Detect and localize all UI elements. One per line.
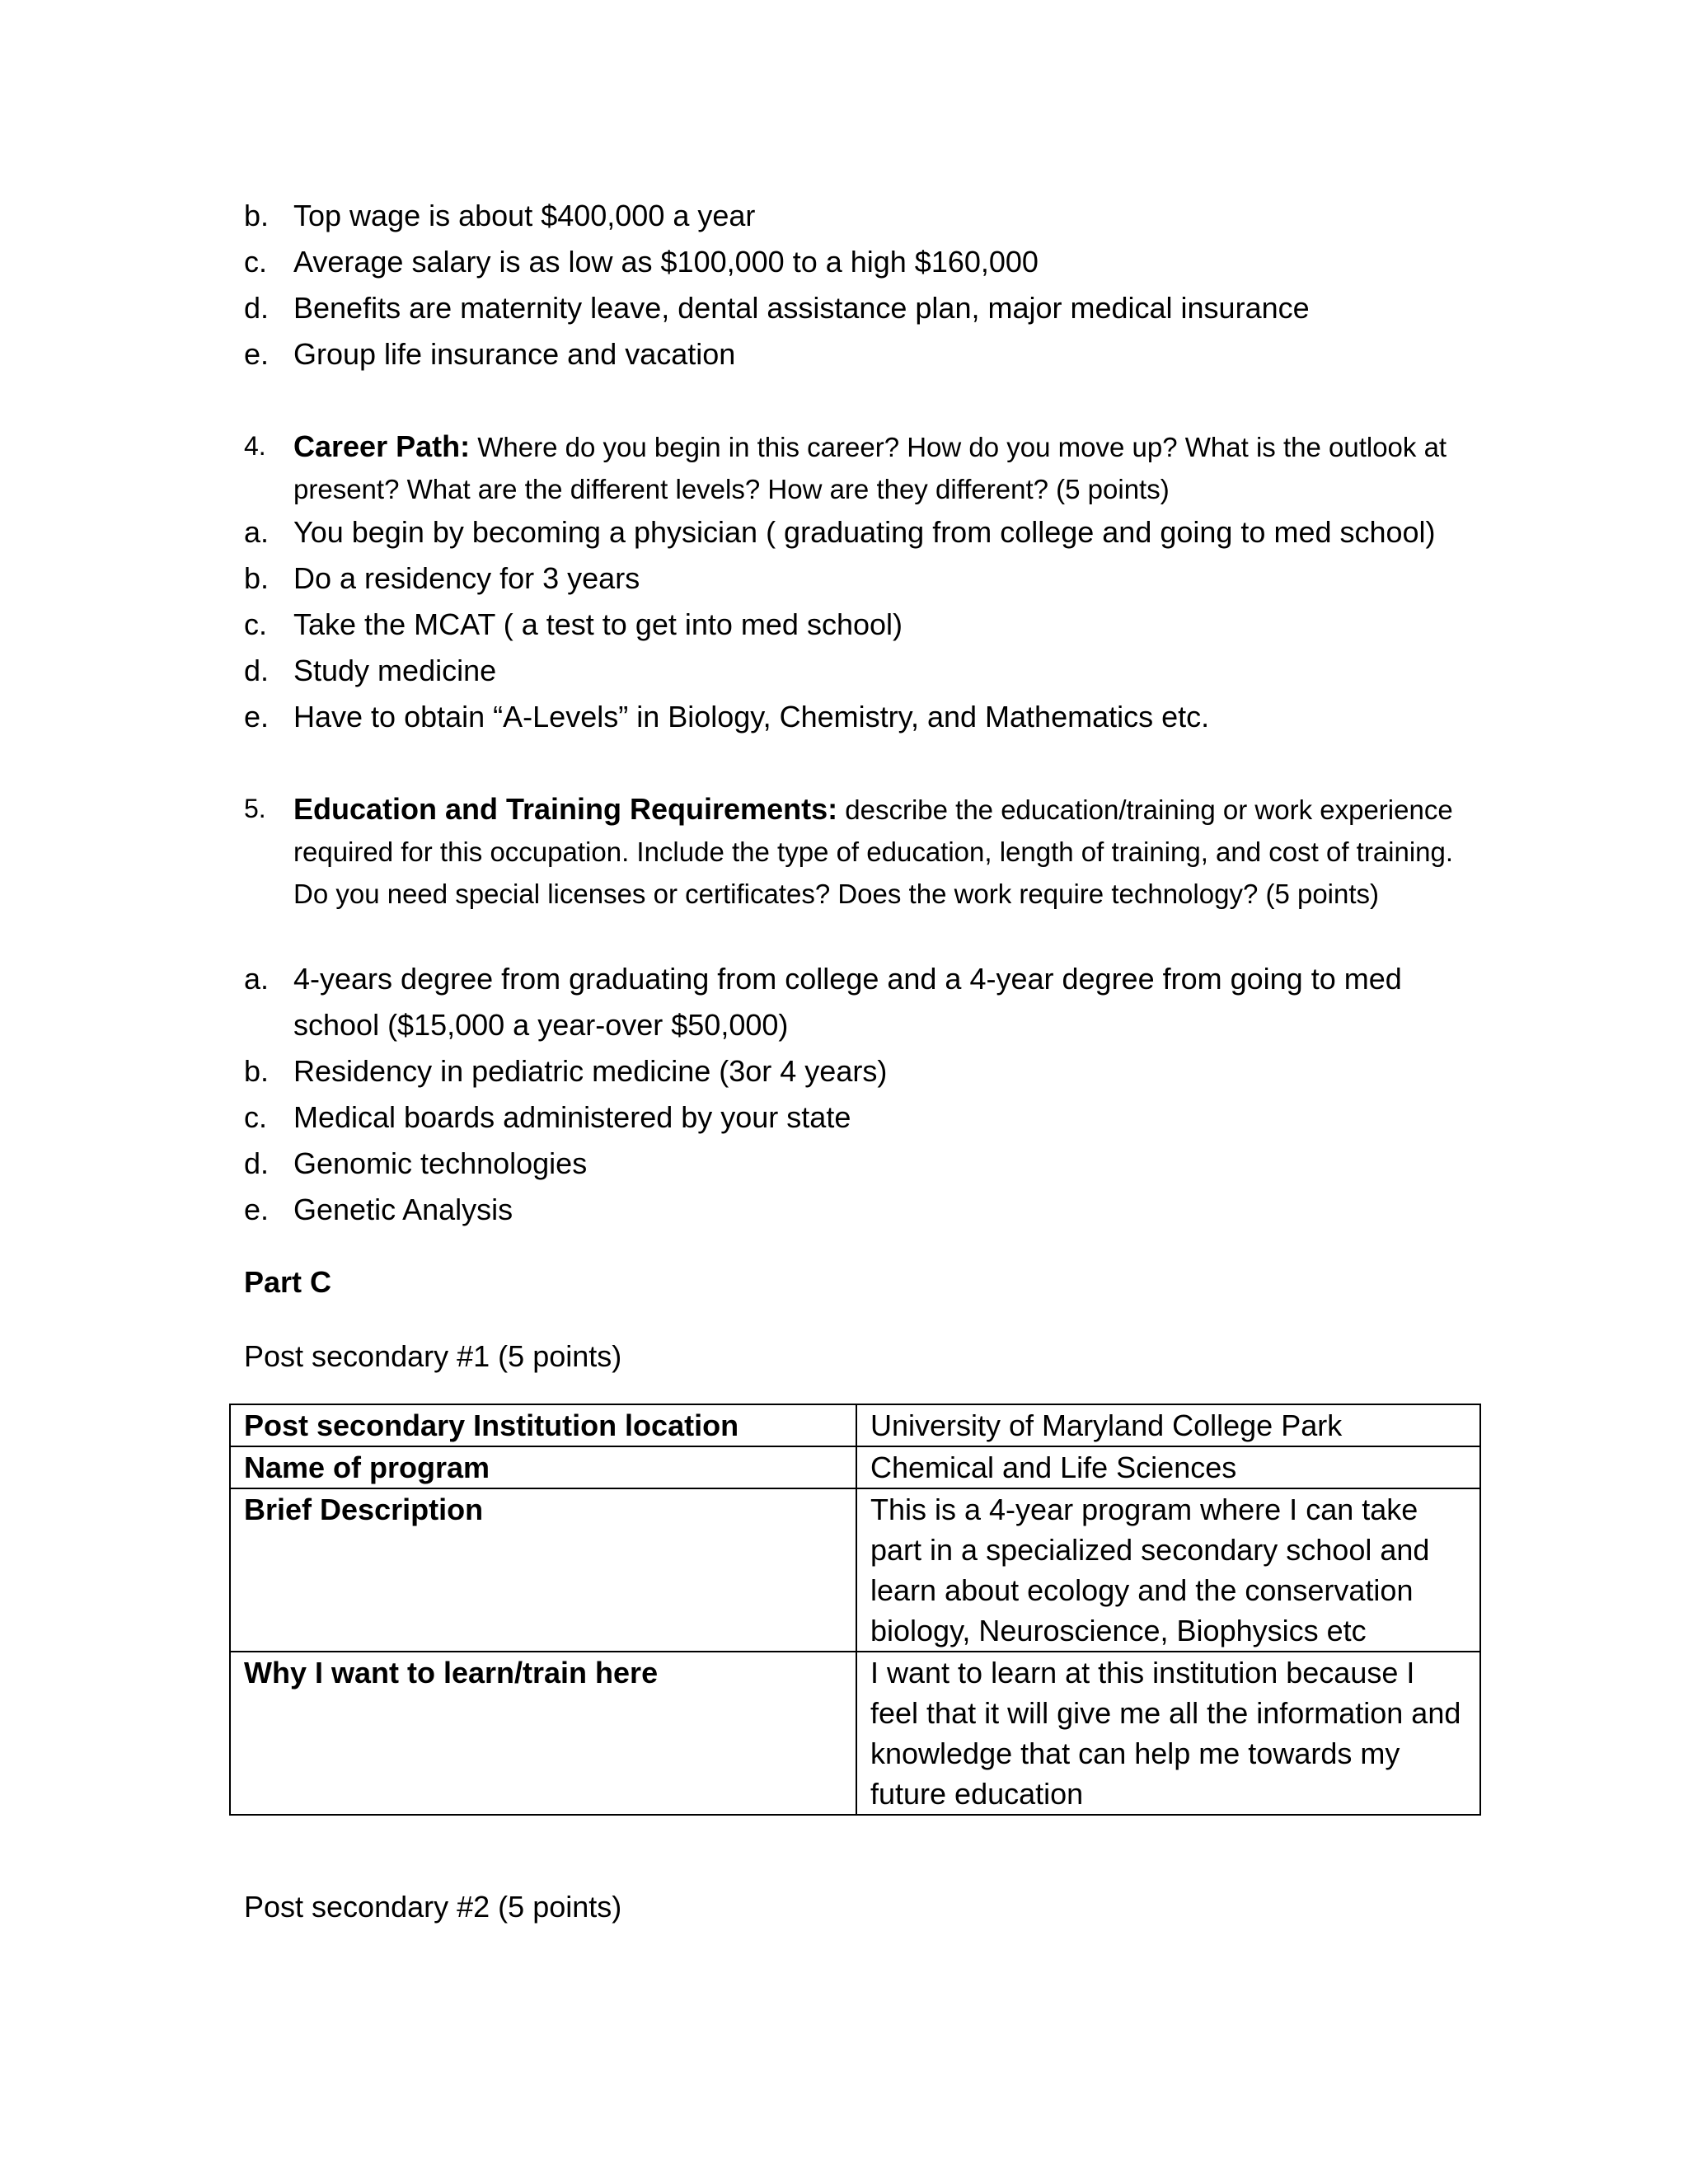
list-marker: e. — [244, 1193, 270, 1226]
list-text: Group life insurance and vacation — [293, 337, 736, 371]
post-secondary-2-heading: Post secondary #2 (5 points) — [244, 1890, 622, 1924]
list-marker: d. — [244, 1146, 270, 1180]
list-text: Medical boards administered by your state — [293, 1100, 851, 1134]
list-text: You begin by becoming a physician ( graduating from college and going to med school) — [293, 515, 1436, 549]
list-marker: c. — [244, 245, 268, 279]
table-value-cell: Chemical and Life Sciences — [856, 1446, 1480, 1488]
list-marker: b. — [244, 199, 270, 232]
section-heading: Part C — [244, 1265, 332, 1299]
list-text: Residency in pediatric medicine (3or 4 years) — [293, 1054, 888, 1088]
table-value-cell: This is a 4-year program where I can take part in a specialized secondary school and learn about ecology and the conservation biology, Neuroscience, Biophysics etc — [856, 1488, 1480, 1652]
list-marker: b. — [244, 1054, 270, 1088]
list-text: Top wage is about $400,000 a year — [293, 199, 756, 232]
list-marker: d. — [244, 291, 270, 325]
question-4 — [293, 425, 1472, 510]
table-label-cell: Brief Description — [230, 1488, 856, 1652]
question-number: 5. — [244, 794, 266, 823]
list-marker: a. — [244, 515, 270, 549]
list-marker: c. — [244, 607, 268, 641]
table-value-cell: University of Maryland College Park — [856, 1404, 1480, 1446]
table-row — [230, 1404, 1480, 1446]
list-text: Genetic Analysis — [293, 1193, 513, 1226]
table-value-cell: I want to learn at this institution because I feel that it will give me all the information and knowledge that can help me towards my future education — [856, 1652, 1480, 1815]
list-text: Genomic technologies — [293, 1146, 588, 1180]
list-marker: e. — [244, 337, 270, 371]
question-title: Career Path: — [293, 429, 471, 463]
list-marker: c. — [244, 1100, 268, 1134]
list-marker: e. — [244, 700, 270, 733]
list-text: Have to obtain “A-Levels” in Biology, Chemistry, and Mathematics etc. — [293, 700, 1210, 733]
list-marker: a. — [244, 962, 270, 996]
question-5 — [293, 788, 1472, 915]
list-text: Study medicine — [293, 654, 497, 687]
list-marker: b. — [244, 561, 270, 595]
list-text: Benefits are maternity leave, dental assistance plan, major medical insurance — [293, 291, 1310, 325]
list-text: Take the MCAT ( a test to get into med school) — [293, 607, 903, 641]
institution-table — [229, 1404, 1481, 1816]
post-secondary-1-heading: Post secondary #1 (5 points) — [244, 1339, 622, 1373]
question-prompt: Where do you begin in this career? How do you move up? What is the outlook at present? What are the different levels? How are they different? (5 points) — [293, 432, 1447, 504]
table-label-cell: Name of program — [230, 1446, 856, 1488]
table-row — [230, 1488, 1480, 1652]
question-number: 4. — [244, 431, 266, 461]
table-row — [230, 1652, 1480, 1815]
question-title: Education and Training Requirements: — [293, 792, 838, 826]
table-label-cell: Post secondary Institution location — [230, 1404, 856, 1446]
question-prompt: describe the education/training or work experience required for this occupation. Include the type of education, length of training, and cost of training. Do you need special licenses or certificates? Does the work require technology? (5 points) — [293, 794, 1454, 909]
list-text: 4-years degree from graduating from college and a 4-year degree from going to med school ($15,000 a year-over $50,000) — [293, 962, 1402, 1042]
table-label-cell: Why I want to learn/train here — [230, 1652, 856, 1815]
list-text: Do a residency for 3 years — [293, 561, 640, 595]
list-text: Average salary is as low as $100,000 to a high $160,000 — [293, 245, 1039, 279]
table-row — [230, 1446, 1480, 1488]
list-marker: d. — [244, 654, 270, 687]
